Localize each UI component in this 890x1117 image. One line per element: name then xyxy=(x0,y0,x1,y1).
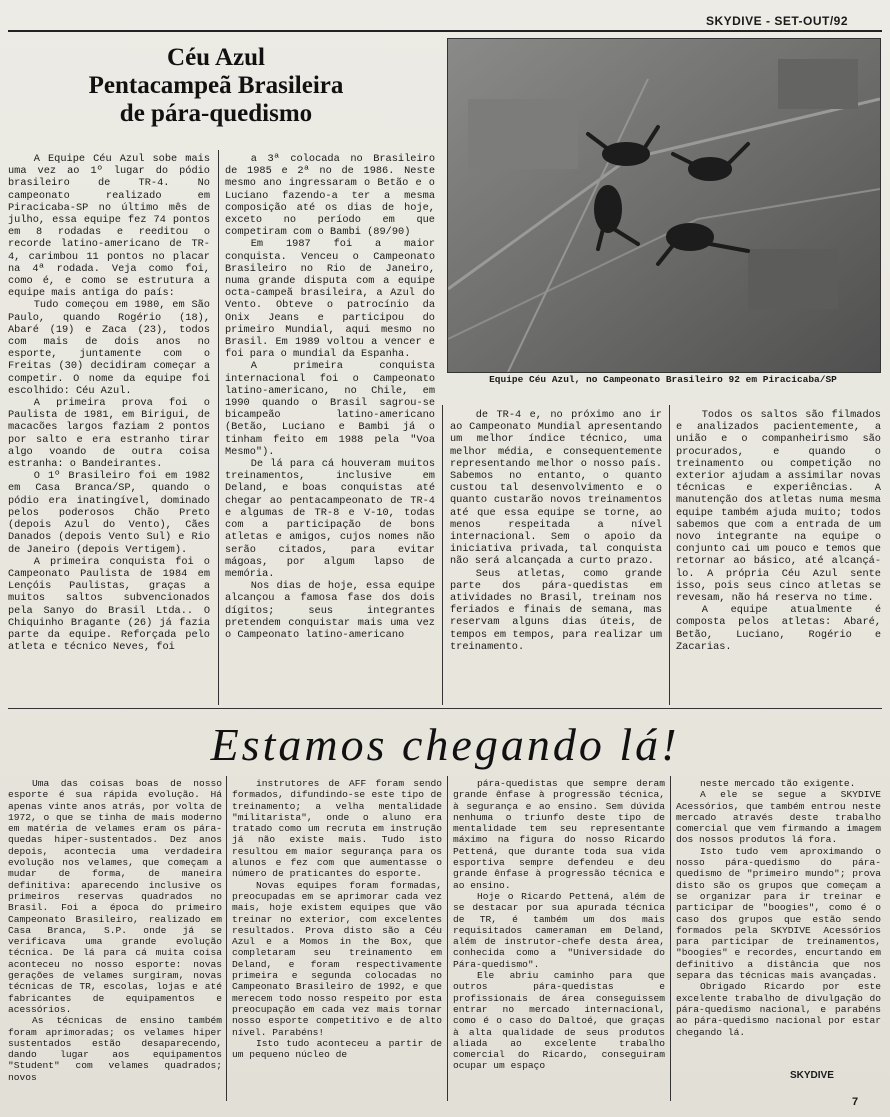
paragraph: A primeira conquista internacional foi o Campeonato latino-americano, no Chile, em 1990 quando o Brasil sagrou-se bicampeão latino-americano (Betão, Luciano e Bambi já o tinham feito em 1988 pela "Voa Mesmo"). xyxy=(225,360,435,458)
paragraph: A equipe atualmente é composta pelos atletas: Abaré, Betão, Luciano, Rogério e Zacarias. xyxy=(676,604,881,653)
article1-column-3 xyxy=(450,409,662,701)
page-number: 7 xyxy=(852,1096,859,1108)
paragraph: de TR-4 e, no próximo ano ir ao Campeonato Mundial apresentando um melhor índice técnico, uma melhor média, e consequentemente representando melhor o nosso país. Sabemos no entanto, o quanto custou tal desenvolvimento e o quanto custarão novos treinamentos até que essa equipe se torne, ao menos respeitada a nível internacional. Sem o apoio da iniciativa privada, tal conquista não será alcançada a curto prazo. xyxy=(450,409,662,568)
article1-column-2 xyxy=(225,153,435,701)
paragraph: A ele se segue a SKYDIVE Acessórios, que também entrou neste mercado através deste trabalho comercial que vem firmando a imagem dos nossos produtos lá fora. xyxy=(676,789,881,846)
paragraph: A Equipe Céu Azul sobe mais uma vez ao 1º lugar do pódio brasileiro de TR-4. No campeonato realizado em Piracicaba-SP no último mês de julho, essa equipe fez 74 pontos em 8 rodadas e reeditou o recorde latino-americano de TR-4, carimbou 11 pontos no placar na 4ª rodada. Veja como foi, como é, e como se estrutura a equipe mais antiga do país: xyxy=(8,153,210,300)
paragraph: neste mercado tão exigente. xyxy=(700,778,856,789)
article2-column-2 xyxy=(232,778,442,1098)
paragraph: As técnicas de ensino também foram aprimoradas; os velames hiper sustentados estão desaparecendo, dando lugar aos equipamentos "Student" com velames quadrados; novos xyxy=(8,1015,222,1083)
article2-signature: SKYDIVE xyxy=(790,1070,834,1081)
paragraph: A primeira conquista foi o Campeonato Paulista de 1984 em Lençóis Paulistas, graças a muitos saltos subvencionados pela Sanyo do Brasil Ltda.. O Chiquinho Bragante (26) já fazia parte da equipe. Reforçada pelo atleta e técnico Neves, foi xyxy=(8,555,210,654)
paragraph: instrutores de AFF foram sendo formados, difundindo-se este tipo de treinamento; a velha mentalidade "militarista", onde o aluno era tratado como um recruta em instrução já não existe mais. Tudo isto resultou em maior segurança para os alunos e fez com que aumentasse o número de praticantes do esporte. xyxy=(232,778,442,880)
article-title xyxy=(30,44,402,128)
paragraph: A primeira prova foi o Paulista de 1981, em Birigui, de macacões largos faziam 2 pontos por salto e era estranho tirar algo voando de outra coisa estranha: o Bandeirantes. xyxy=(8,397,210,471)
section-rule xyxy=(8,708,882,709)
paragraph: Obrigado Ricardo por este excelente trabalho de divulgação do pára-quedismo nacional, e parabéns ao pára-quedismo nacional por estar chegando lá. xyxy=(676,981,881,1038)
photo-caption: Equipe Céu Azul, no Campeonato Brasileiro 92 em Piracicaba/SP xyxy=(489,374,837,385)
column-divider xyxy=(669,405,670,705)
column-divider xyxy=(226,776,227,1101)
paragraph: Seus atletas, como grande parte dos pára-quedistas em atividades no Brasil, treinam nos feriados e finais de semana, mas reservam alguns dias úteis, de tempos em tempos, para realizar um treinamento. xyxy=(450,567,662,653)
paragraph: Hoje o Ricardo Pettená, além de se destacar por sua apurada técnica de TR, é também um dos mais requisitados cameraman em Deland, além de instrutor-chefe desta área, conhecida como a "Universidade do Pára-quedismo". xyxy=(453,890,665,970)
paragraph: De lá para cá houveram muitos treinamentos, inclusive em Deland, e boas conquistas até chegar ao pentacampeonato de TR-4 e algumas de TR-8 e V-10, todas com a participação de bons atletas e amigos, cujos nomes não serão citados, para evitar mágoas, por algum lapso de memória. xyxy=(225,458,435,580)
paragraph: Isto tudo aconteceu a partir de um pequeno núcleo de xyxy=(232,1037,442,1061)
paragraph: Uma das coisas boas de nosso esporte é sua rápida evolução. Há apenas vinte anos atrás, por volta de 1972, o que se tinha de mais moderno em matéria de velames eram os pára-quedas hiper-sustentados. Dez anos depois, acontecia uma verdadeira evolução nos velames, que começam a mudar de forma, de maneira definitiva: aparecendo inclusive os primeiros reservas quadrados no Brasil. Foi a época do primeiro Campeonato Brasileiro, realizado em Casa Branca, S.P. onde já se verificava uma grande evolução técnica. De lá para cá muita coisa aconteceu no nosso esporte: novas gerações de velames surgiram, novas técnicas de TR, escolas, lojas e até fabricantes de equipamentos e acessórios. xyxy=(8,778,222,1015)
title-line-2: Pentacampeã Brasileira xyxy=(88,72,344,99)
skydivers-photo-illustration xyxy=(448,39,880,372)
article2-column-1 xyxy=(8,778,222,1098)
paragraph: a 3ª colocada no Brasileiro de 1985 e 2ª no de 1986. Neste mesmo ano ingressaram o Betão e o Luciano fazendo-a ter a mesma composição até os dias de hoje, exceto no período em que competiram com o Bambi (89/90) xyxy=(225,153,435,239)
title-line-3: de pára-quedismo xyxy=(119,100,313,127)
paragraph: Todos os saltos são filmados e analizados pacientemente, a união e o companheirismo são procurados, e quando o treinamento ou competição no exterior ajudam a assimilar novas técnicas e experiências. A manutenção dos atletas numa mesma equipe também ajuda muito; todos sabemos que com a entrada de um novo integrante na equipe o conjunto cai um pouco e temos que retornar ao básico, até alcançá-lo. A própria Céu Azul sente isso, pois seus cinco atletas se revesam, não há reserva no time. xyxy=(676,409,881,605)
paragraph: Ele abriu caminho para que outros pára-quedistas e profissionais de área conseguissem entrar no mercado internacional, como é o caso do Daltoé, que graças à alta qualidade de seus produtos aliada ao excelente trabalho comercial do Ricardo, conseguiram ocupar um espaço xyxy=(453,970,665,1072)
skydivers-photo xyxy=(447,38,881,373)
header-rule xyxy=(8,30,882,32)
paragraph: pára-quedistas que sempre deram grande ênfase à progressão técnica, à segurança e ao ensino. Sem dúvida nenhuma o triunfo deste tipo de mentalidade tem seu representante máximo na figura do nosso Ricardo Pettená, que durante toda sua vida esportiva sempre defendeu e deu grande ênfase à progressão técnica e ao ensino. xyxy=(453,778,665,891)
column-divider xyxy=(442,405,443,705)
column-divider xyxy=(218,150,219,705)
paragraph: Isto tudo vem aproximando o nosso pára-quedismo do pára-quedismo de "primeiro mundo"; prova disto são os grupos que começam a se organizar para ir treinar e participar de "boogies", como é o caso dos grupos que estão sendo formados pela SKYDIVE Acessórios para participar de treinamentos, "boogies" e recordes, encurtando em definitivo a distância que nos separa das técnicas mais avançadas. xyxy=(676,845,881,982)
column-divider xyxy=(447,776,448,1101)
column-divider xyxy=(670,776,671,1101)
title-line-1: Céu Azul xyxy=(167,44,265,71)
paragraph: Nos dias de hoje, essa equipe alcançou a famosa fase dos dois dígitos; seus integrantes pretendem conquistar mais uma vez o Campeonato latino-americano xyxy=(225,580,435,641)
paragraph: Novas equipes foram formadas, preocupadas em se aprimorar cada vez mais, hoje existem equipes que vão treinar no exterior, com excelentes resultados. Prova disto são a Céu Azul e a Momos in the Box, que completaram seu treinamento em Deland, e foram respectivamente primeira e segunda colocadas no Campeonato Brasileiro de 1992, e que merecem todo nosso respeito por esta preocupação em cada vez mais tornar nosso esporte competitivo e de alto nível. Parabéns! xyxy=(232,879,442,1038)
article2-title: Estamos chegando lá! xyxy=(210,719,680,770)
article1-column-4 xyxy=(676,409,881,701)
paragraph: Tudo começou em 1980, em São Paulo, quando Rogério (18), Abaré (19) e Zaca (23), todos com mais de dois anos no esporte, juntamente com o Freitas (30) decidiram começar a competir. O nome da equipe foi escolhido: Céu Azul. xyxy=(8,299,210,397)
article2-column-4 xyxy=(676,778,881,1066)
paragraph: O 1º Brasileiro foi em 1982 em Casa Branca/SP, quando o pódio era inatingível, dominado pelos poderosos Chão Preto (depois Azul do Vento), Cães Danados (depois Vento Sul) e Rio de Janeiro (depois Vertigem). xyxy=(8,470,210,556)
article2-column-3 xyxy=(453,778,665,1098)
article1-column-1 xyxy=(8,153,210,701)
paragraph: Em 1987 foi a maior conquista. Venceu o Campeonato Brasileiro no Rio de Janeiro, numa grande disputa com a equipe octa-campeã brasileira, a Azul do Vento. Obteve o patrocínio da Onix Jeans e participou do primeiro Mundial, aqui mesmo no Brasil. Em 1989 voltou a vencer e foi para o mundial da Espanha. xyxy=(225,238,435,361)
header-tag: SKYDIVE - SET-OUT/92 xyxy=(705,14,848,28)
